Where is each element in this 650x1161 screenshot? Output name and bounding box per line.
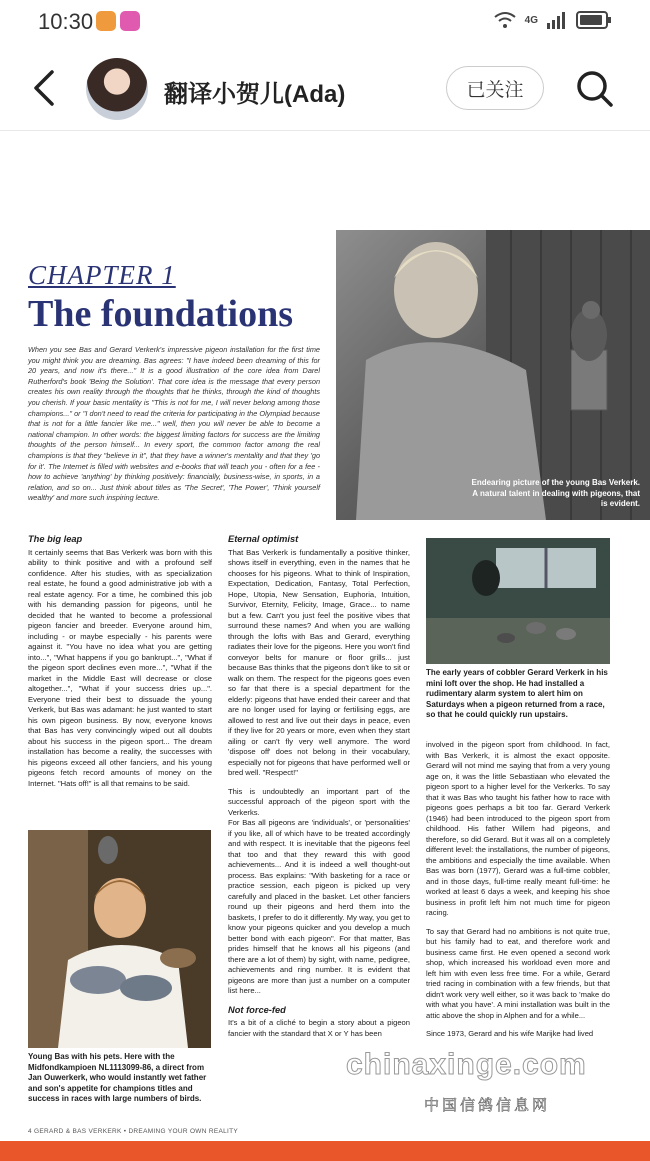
author-name[interactable]: 翻译小贺儿(Ada)	[164, 81, 346, 108]
photo-mini-loft-image	[426, 538, 610, 664]
caption-mini-loft: The early years of cobbler Gerard Verkerk in his mini loft over the shop. He had installed a rudimentary alarm system to alert him on Saturdays when a pigeon returned from a race, so that he could quickly run upstairs.	[426, 668, 608, 719]
article-headline: The foundations	[28, 293, 294, 335]
column-2-text: That Bas Verkerk is fundamentally a positive thinker, shows itself in everything, even in the names that he chooses for his pigeons. What to think of Inspiration, Expectation, Dedication, Fantasy, Total Perfection, Hope, Utopia, New Sensation, Euphoria, Intuition, Survivor, Eternity, Felicity, Image, Grace... to name but a few. Can't you just feel the positive vibes that surround these names? And when you are walking through the lofts with Bas and Gerard, everything radiates their love for the pigeons. Here you won't find conveyor belts for manure or floor grills... just because Bas thinks that the pigeons don't like to sit or walk on them. The respect for the pigeons goes even so far that there is a special department for the elderly: pigeons that have ended their career and that are no longer used for laying or fertilising eggs, are allowed to rest and live out their days in peace, even if they live for 20 years or more, even when they start ailing or can't fly very well anymore. The word 'dispose off' does not belong in their vocabulary, especially not for pigeons that have performed well or bred well. "Respect!"	[228, 547, 410, 777]
column-2-text-d: It's a bit of a cliché to begin a story about a pigeon fancier with the standard that X or Y has been	[228, 1018, 410, 1038]
notification-app-icon	[96, 11, 116, 31]
avatar[interactable]	[86, 58, 148, 120]
follow-button[interactable]: 已关注	[446, 66, 544, 110]
caption-young-bas: Endearing picture of the young Bas Verkerk. A natural talent in dealing with pigeons, that is evident.	[471, 478, 640, 508]
column-3-text-b: To say that Gerard had no ambitions is not quite true, but his family had to eat, and therefore work and business came first. He even opened a second work shop, which increased his workload even more and left him with even less free time. For a while, Gerard tried racing in combination with a few friends, but that didn't work very well either, so it was back to 'make do with what you have'. A mini installation was built in the attic above the shop in Alphen and for a while...	[426, 926, 610, 1020]
wifi-icon	[493, 10, 517, 30]
search-icon[interactable]	[574, 68, 614, 108]
photo-young-bas-image	[336, 230, 650, 520]
column-2-heading: Eternal optimist	[228, 534, 299, 544]
video-app-icon	[120, 11, 140, 31]
battery-icon	[576, 10, 612, 30]
network-type: 4G	[524, 14, 538, 26]
photo-bas-with-pets	[28, 830, 211, 1048]
signal-icon	[546, 10, 568, 30]
photo-mini-loft	[426, 538, 610, 664]
watermark-sub: 中国信鸽信息网	[424, 1097, 551, 1114]
column-2-text-b-1: This is undoubtedly an important part of the successful approach of the pigeon sport with the Verkerks.	[228, 786, 410, 817]
chevron-left-icon[interactable]	[30, 68, 60, 108]
page-footer: 4 GERARD & BAS VERKERK • DREAMING YOUR OWN REALITY	[28, 1128, 239, 1135]
column-1-text: It certainly seems that Bas Verkerk was born with this ability to think positive and with a profound self confidence. After his studies, with as specialization real estate, he found a good administrative job with a real estate agency. For a time, he combined this job with his demanding passion for pigeons, until he decided that he wanted to become a professional pigeon fancier and breeder. Everyone around him, including - or maybe especially - his parents were against it. "You have no idea what you are getting into...", "What happens if you go bankrupt...", "What if the pigeon sport declines even more...", "What if the market in the Middle East will decrease or close altogether...", "What if your success dries up...". Everyone tried their best to dissuade the young Verkerk, but Bas was adamant: he just wanted to start his own pigeon business. By now, everyone knows that Bas has very convincingly wiped out all doubts about his success in the pigeon sport... The dream installation has become a reality, the successes with his pigeons exceed all other fanciers, and his young pigeons fetch record amounts of money on the Internet. "Hats off!" is all that remains to be said.	[28, 547, 212, 788]
photo-bas-with-pets-image	[28, 830, 211, 1048]
column-2-text-b	[228, 787, 410, 997]
article-page	[0, 132, 650, 1142]
column-1-heading: The big leap	[28, 534, 83, 544]
photo-young-bas	[336, 230, 650, 520]
chapter-label: CHAPTER 1	[28, 260, 176, 290]
column-2-heading-b: Not force-fed	[228, 1004, 286, 1015]
article-intro: When you see Bas and Gerard Verkerk's impressive pigeon installation for the first time you might think you are dreaming. Bas agrees: "I have indeed been dreaming of this for 20 years, and now it's there..." It is a good illustration of the core idea from Darel Rutherford's book 'Being the Solution'. That core idea is the message that every person creates his own reality through the thoughts that he thinks, through the kind of thoughts you cherish. If your basic mentality is "This is not for me, I will never belong among those champions..." or "I don't need to read the criteria for participating in the Olympiad because that is not for a little fancier like me..." well, then you will never be able to become a national champion. In other words: the biggest limiting factors for success are the limiting thoughts of the person himself... In every sport, the common factor among the real champions is that they "believe in it", that they have a winner's mentality and that they 'go for it'. The Internet is filled with websites and e-books that will teach you - often for a fee - how to achieve 'anything' by thinking positively: financially, business-wise, in sports, in a relation, and so on... Just think about titles as 'The Secret', 'The Power', 'Think yourself wealthy' and more such inspiring lecture.	[28, 345, 320, 503]
column-3-text-c: Since 1973, Gerard and his wife Marijke had lived	[426, 1029, 594, 1038]
column-3-text: involved in the pigeon sport from childhood. In fact, with Bas Verkerk, it is almost the exact opposite. Gerard will not mind me saying that from a very young age on, it was the little Sebastiaan who elevated the pigeon sport to a higher level for the Verkerks. To say that it was Bas who taught his father how to race with pigeons goes perhaps a bit too far. Gerard Verkerk (1946) had been introduced to the pigeon sport from childhood. His father Willem had pigeons, and therefore, so did Gerard. But it was all on a completely different level: the installations, the number of pigeons, the ambitions and especially the time available. When Bas was born (1977), Gerard was a full-time cobbler, and in those days, full-time really meant full-time: he worked at least 6 days a week, and keeping his shoe business in profit left him not much time for pigeon racing.	[426, 740, 610, 917]
column-2-text-b-2: For Bas all pigeons are 'individuals', or 'personalities' if you like, all of which have to be treated accordingly and with respect. It is inevitable that the pigeons feel that too and that they reward this with good achievements... And it is indeed a well thought-out process. Bas explains: "With basketing for a race or practice session, each pigeon is picked up very carefully and placed in the basket. Let other fanciers round up their pigeons and herd them into the baskets, I prefer to do it differently. My way, you get to know your pigeons quicker and you develop a much better bond with each pigeon". For that matter, Bas prides himself that he knows all his pigeons (and there are a lot of them) by sight, with name, pedigree, achievements and ring number. It is evident that pigeons are more than just a number on a computer list here...	[228, 818, 410, 995]
status-time: 10:30	[38, 9, 94, 34]
column-2	[228, 534, 410, 1047]
bottom-accent-bar	[0, 1141, 650, 1161]
column-1	[28, 534, 212, 797]
column-3	[426, 740, 610, 1048]
watermark: chinaxinge.com	[346, 1048, 587, 1081]
status-bar	[0, 0, 650, 44]
top-navigation-bar	[0, 50, 650, 131]
caption-bas-with-pets: Young Bas with his pets. Here with the Midfondkampioen NL1113099-86, a direct from Jan Ouwerkerk, who would instantly wet father and son's appetite for champions titles and success in races with large numbers of birds.	[28, 1052, 207, 1103]
